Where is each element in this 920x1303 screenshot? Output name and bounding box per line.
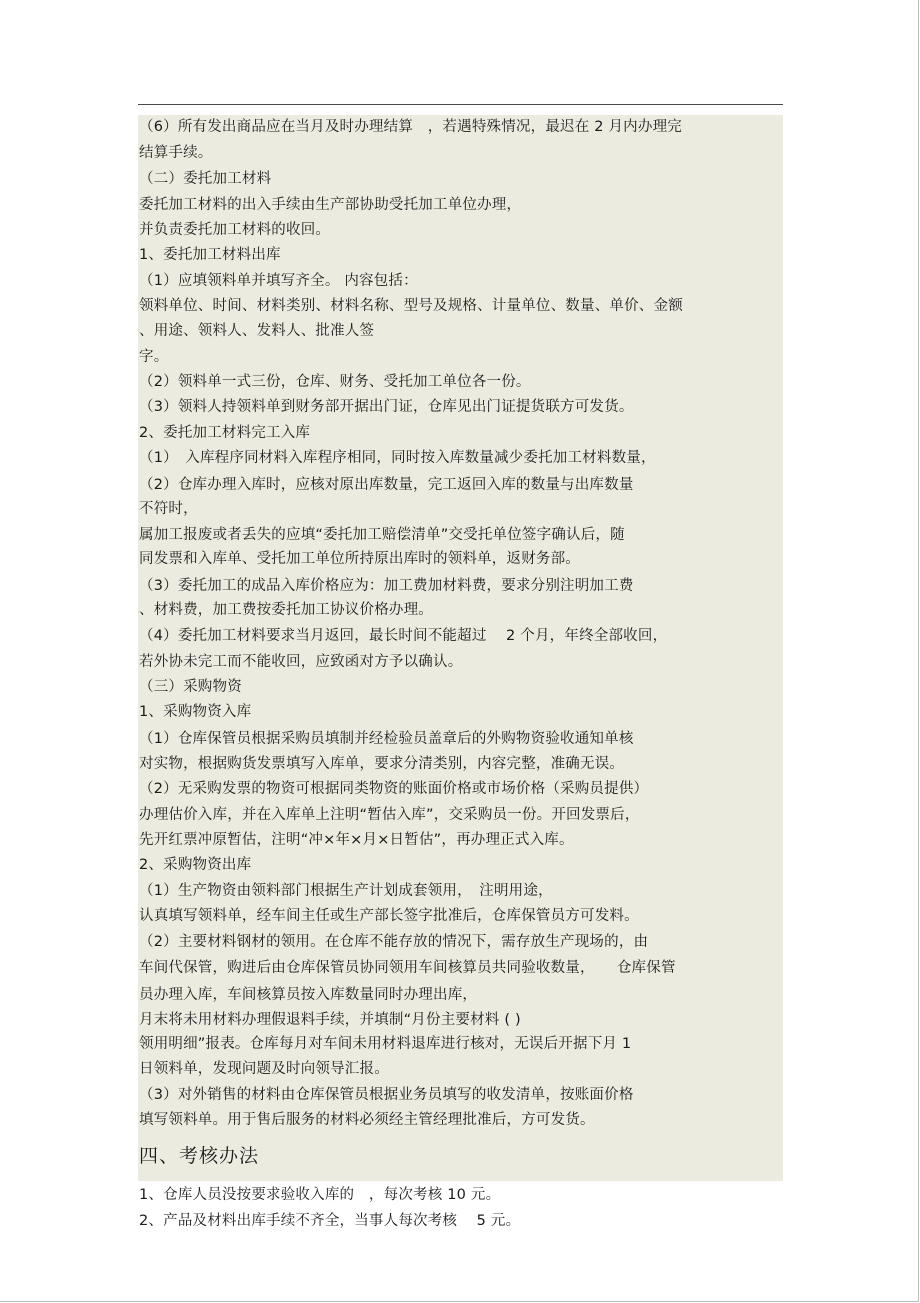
assessment-line: 2、产品及材料出库手续不齐全，当事人每次考核 5 元。 (139, 1213, 521, 1229)
header-rule (138, 104, 783, 105)
text-line: 1、采购物资入库 (139, 704, 252, 720)
text-line: （3）对外销售的材料由仓库保管员根据业务员填写的收发清单，按账面价格 (139, 1087, 634, 1103)
text-line: 并负责委托加工材料的收回。 (139, 222, 331, 238)
text-line: 月末将未用材料办理假退料手续，并填制“月份主要材料 ( ) (139, 1012, 521, 1028)
text-line: （3）委托加工的成品入库价格应为：加工费加材料费，要求分别注明加工费 (139, 578, 634, 594)
section-heading: 四、考核办法 (139, 1145, 260, 1167)
text-line: 2、委托加工材料完工入库 (139, 425, 311, 441)
text-line: 对实物，根据购货发票填写入库单，要求分清类别，内容完整，准确无误。 (139, 756, 625, 772)
text-line: （4）委托加工材料要求当月返回，最长时间不能超过 2 个月，年终全部收回， (139, 628, 668, 644)
text-line: 员办理入库，车间核算员按入库数量同时办理出库， (139, 987, 478, 1003)
text-line: （2）主要材料钢材的领用。在仓库不能存放的情况下，需存放生产现场的，由 (139, 934, 649, 950)
text-line: 填写领料单。用于售后服务的材料必须经主管经理批准后，方可发货。 (139, 1112, 595, 1128)
assessment-line: 1、仓库人员没按要求验收入库的 ，每次考核 10 元。 (139, 1187, 501, 1203)
text-line: （1）仓库保管员根据采购员填制并经检验员盖章后的外购物资验收通知单核 (139, 731, 634, 747)
text-line: 车间代保管，购进后由仓库保管员协同领用车间核算员共同验收数量， 仓库保管 (139, 960, 676, 976)
text-line: （1） 入库程序同材料入库程序相同，同时按入库数量减少委托加工材料数量， (139, 450, 656, 466)
text-line: 先开红票冲原暂估，注明“冲×年×月×日暂估”，再办理正式入库。 (139, 832, 574, 848)
text-line: （2）领料单一式三份，仓库、财务、受托加工单位各一份。 (139, 374, 531, 390)
text-line: 同发票和入库单、受托加工单位所持原出库时的领料单，返财务部。 (139, 551, 580, 567)
text-line: （二）委托加工材料 (139, 171, 272, 187)
text-line: （三）采购物资 (139, 679, 242, 695)
text-line: （1）应填领料单并填写齐全。 内容包括： (139, 273, 418, 289)
text-line: 1、委托加工材料出库 (139, 247, 281, 263)
text-line: 字。 (139, 349, 169, 365)
text-line: 、材料费，加工费按委托加工协议价格办理。 (139, 602, 433, 618)
text-line: 认真填写领料单，经车间主任或生产部长签字批准后，仓库保管员方可发料。 (139, 908, 639, 924)
text-line: 领用明细”报表。仓库每月对车间未用材料退库进行核对，无误后开据下月 1 (139, 1036, 632, 1052)
text-line: 领料单位、时间、材料类别、材料名称、型号及规格、计量单位、数量、单价、金额 (139, 298, 683, 314)
text-line: 不符时， (139, 501, 198, 517)
text-line: （3）领料人持领料单到财务部开据出门证，仓库见出门证提货联方可发货。 (139, 399, 634, 415)
text-line: 、用途、领料人、发料人、批准人签 (139, 323, 375, 339)
text-line: 若外协未完工而不能收回，应致函对方予以确认。 (139, 654, 463, 670)
text-line: 日领料单，发现问题及时向领导汇报。 (139, 1061, 389, 1077)
text-line: 属加工报废或者丢失的应填“委托加工赔偿清单”交受托单位签字确认后，随 (139, 527, 625, 543)
text-line: （2）仓库办理入库时，应核对原出库数量，完工返回入库的数量与出库数量 (139, 477, 634, 493)
text-line: 委托加工材料的出入手续由生产部协助受托加工单位办理， (139, 197, 522, 213)
text-line: （2）无采购发票的物资可根据同类物资的账面价格或市场价格（采购员提供） (139, 781, 649, 797)
text-line: （6）所有发出商品应在当月及时办理结算 ，若遇特殊情况，最迟在 2 月内办理完 (139, 119, 682, 135)
text-line: （1）生产物资由领料部门根据生产计划成套领用， 注明用途， (139, 883, 553, 899)
text-line: 2、采购物资出库 (139, 857, 252, 873)
text-line: 结算手续。 (139, 145, 213, 161)
text-line: 办理估价入库，并在入库单上注明“暂估入库”，交采购员一份。开回发票后， (139, 807, 640, 823)
